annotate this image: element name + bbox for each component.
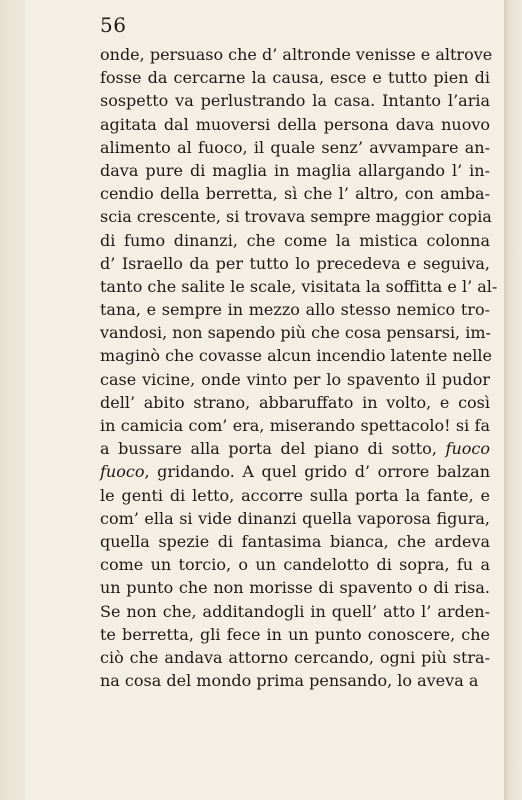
text-line	[100, 66, 490, 89]
text-line	[100, 460, 490, 483]
text-line	[100, 391, 490, 414]
text-line	[100, 159, 490, 182]
text-run: come un torcio, o un candelotto di sopra, fu a	[100, 555, 490, 575]
text-line	[100, 530, 490, 553]
text-run: onde, persuaso che d’ altronde venisse e altrove	[100, 45, 493, 64]
text-run: fosse da cercarne la causa, esce e tutto pien di	[100, 68, 490, 88]
text-line	[100, 576, 490, 599]
text-run: d’ Israello da per tutto lo precedeva e seguiva,	[100, 253, 490, 273]
text-line	[100, 368, 490, 391]
text-line	[100, 414, 490, 437]
text-run: un punto che non morisse di spavento o di risa.	[100, 578, 490, 598]
text-line	[100, 113, 490, 136]
italic-text: fuoco	[100, 462, 145, 482]
page-number: 56	[100, 13, 127, 37]
text-run: tana, e sempre in mezzo allo stesso nemico tro-	[100, 300, 490, 320]
text-run: ciò che andava attorno cercando, ogni più stra-	[100, 647, 490, 667]
text-run: vandosi, non sapendo più che cosa pensarsi, im-	[100, 323, 491, 343]
text-run: case vicine, onde vinto per lo spavento il pudor	[100, 369, 490, 389]
text-run: dell’ abito strano, abbaruffato in volto, e così	[100, 392, 490, 412]
text-run: le genti di letto, accorre sulla porta la fante, e	[100, 485, 490, 505]
text-line	[100, 229, 490, 252]
text-run: alimento al fuoco, il quale senz’ avvampare an-	[100, 137, 490, 157]
text-line	[100, 252, 490, 275]
text-line	[100, 646, 490, 669]
text-run: scia crescente, si trovava sempre maggior copia	[100, 207, 492, 227]
text-run: quella spezie di fantasima bianca, che ardeva	[100, 531, 490, 551]
text-run: na cosa del mondo prima pensando, lo aveva a	[100, 671, 479, 691]
page-gutter-shadow	[0, 0, 26, 800]
text-run: cendio della berretta, sì che l’ altro, con amba-	[100, 184, 490, 204]
text-run: tanto che salite le scale, visitata la soffitta e l’ al-	[100, 276, 498, 296]
text-line	[100, 136, 490, 159]
text-run: com’ ella si vide dinanzi quella vaporosa figura,	[100, 508, 490, 528]
text-run: maginò che covasse alcun incendio latente nelle	[100, 346, 492, 366]
text-run: sospetto va perlustrando la casa. Intanto l’aria	[100, 91, 490, 111]
text-line	[100, 600, 490, 623]
text-line	[100, 437, 490, 460]
text-run: Se non che, additandogli in quell’ atto l’ arden-	[100, 601, 490, 621]
text-line	[100, 344, 490, 367]
text-line	[100, 553, 490, 576]
text-line	[100, 205, 490, 228]
text-line	[100, 275, 498, 298]
page-edge-shadow	[504, 0, 522, 800]
text-line	[100, 298, 490, 321]
body-text	[100, 43, 498, 692]
italic-text: fuoco	[445, 439, 490, 459]
text-run: agitata dal muoversi della persona dava nuovo	[100, 114, 490, 134]
text-line	[100, 182, 490, 205]
text-run: a bussare alla porta del piano di sotto,	[100, 439, 446, 459]
text-line	[100, 623, 490, 646]
text-line	[100, 484, 490, 507]
text-run: di fumo dinanzi, che come la mistica colonna	[100, 230, 490, 250]
text-line	[100, 89, 490, 112]
text-run: te berretta, gli fece in un punto conoscere, che	[100, 624, 490, 644]
text-line	[100, 321, 490, 344]
text-line	[100, 507, 490, 530]
text-run: in camicia com’ era, miserando spettacolo! si fa	[100, 416, 490, 435]
text-run: dava pure di maglia in maglia allargando l’ in-	[100, 160, 490, 180]
text-line	[100, 43, 493, 66]
text-run: , gridando. A quel grido d’ orrore balzan	[144, 462, 490, 482]
text-line	[100, 669, 490, 692]
